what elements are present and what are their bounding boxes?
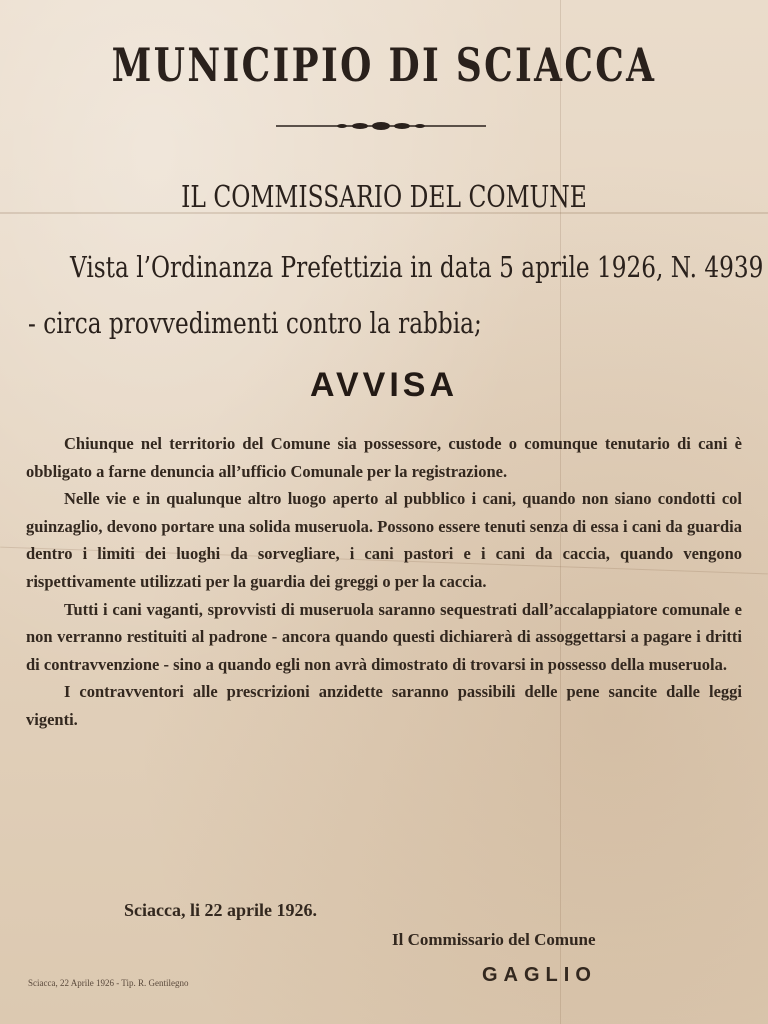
issuer-subtitle: IL COMMISSARIO DEL COMUNE xyxy=(181,180,587,215)
announcement-body xyxy=(26,430,742,734)
signature-name: GAGLIO xyxy=(482,964,597,986)
body-paragraph: Chiunque nel territorio del Comune sia possessore, custode o comunque tenutario di cani è obbligato a farne denuncia all’ufficio Comunale per la registrazione. xyxy=(26,434,742,481)
ornament-divider-icon xyxy=(276,118,486,134)
body-paragraph: Nelle vie e in qualunque altro luogo aperto al pubblico i cani, quando non siano condotti col guinzaglio, devono portare una solida museruola. Possono essere tenuti senza di essa i cani da guardia dentro i limiti dei luoghi da sorvegliare, i cani pastori e i cani da caccia, quando vengono rispettivamente utilizzati per la guardia dei greggi o per la caccia. xyxy=(26,489,742,591)
signature-title: Il Commissario del Comune xyxy=(392,930,596,949)
body-paragraph: I contravventori alle prescrizioni anzidette saranno passibili delle pene sancite dalle leggi vigenti. xyxy=(26,682,742,729)
announcement-heading: AVVISA xyxy=(309,366,459,404)
preamble-line: Vista l’Ordinanza Prefettizia in data 5 aprile 1926, N. 4939 xyxy=(70,250,764,284)
page-title: MUNICIPIO DI SCIACCA xyxy=(111,38,657,92)
body-paragraph: Tutti i cani vaganti, sprovvisti di museruola saranno sequestrati dall’accalappiatore comunale e non verranno restituiti al padrone - ancora quando questi dichiarerà di assoggettarsi a pagare i dritti di contravvenzione - sino a quando egli non avrà dimostrato di trovarsi in possesso della museruola. xyxy=(26,599,742,674)
dateline: Sciacca, li 22 aprile 1926. xyxy=(124,900,317,920)
printer-note: Sciacca, 22 Aprile 1926 - Tip. R. Gentilegno xyxy=(28,978,189,988)
preamble-line: - circa provvedimenti contro la rabbia; xyxy=(28,306,482,340)
